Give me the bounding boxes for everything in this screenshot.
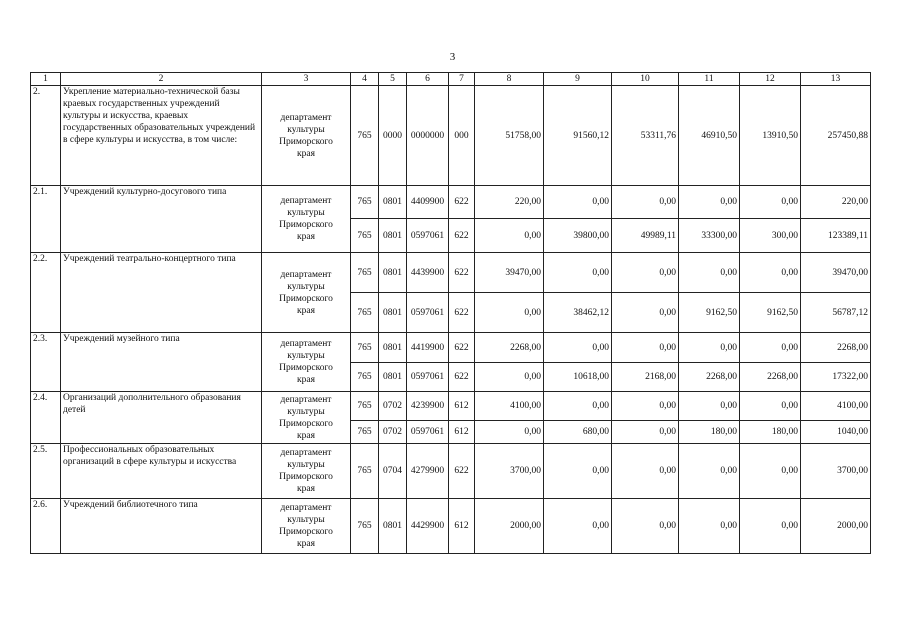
table-row	[31, 333, 871, 363]
header-cell: 8	[475, 73, 544, 86]
code-cell: 612	[449, 421, 475, 444]
header-row	[31, 73, 871, 86]
table-row	[31, 444, 871, 499]
amount-cell: 0,00	[679, 444, 740, 499]
section-name: Учреждений библиотечного типа	[61, 499, 262, 554]
amount-cell: 56787,12	[801, 293, 871, 333]
code-cell: 765	[351, 293, 379, 333]
code-cell: 0000	[379, 86, 407, 186]
amount-cell: 10618,00	[544, 363, 612, 392]
department-line: края	[297, 305, 315, 316]
code-cell: 622	[449, 333, 475, 363]
code-cell: 612	[449, 392, 475, 421]
amount-cell: 4100,00	[475, 392, 544, 421]
department-line: департамент	[280, 339, 332, 349]
header-cell: 7	[449, 73, 475, 86]
page-number: 3	[449, 51, 456, 63]
amount-cell: 0,00	[612, 421, 679, 444]
department-line: края	[297, 375, 315, 385]
code-cell: 765	[351, 333, 379, 363]
table-row	[31, 186, 871, 219]
department-line: департамент	[280, 196, 332, 206]
table-row	[31, 392, 871, 421]
code-cell: 622	[449, 253, 475, 293]
department-line: культуры	[287, 406, 325, 417]
code-cell: 0801	[379, 363, 407, 392]
department-line: департамент	[280, 112, 332, 123]
code-cell: 4429900	[407, 499, 449, 554]
amount-cell: 0,00	[544, 333, 612, 363]
amount-cell: 2268,00	[475, 333, 544, 363]
section-number: 2.6.	[31, 499, 61, 554]
code-cell: 000	[449, 86, 475, 186]
amount-cell: 0,00	[612, 293, 679, 333]
section-number: 2.4.	[31, 392, 61, 444]
code-cell: 612	[449, 499, 475, 554]
department-line: департамент	[280, 394, 332, 405]
amount-cell: 2000,00	[801, 499, 871, 554]
amount-cell: 0,00	[740, 444, 801, 499]
code-cell: 0801	[379, 333, 407, 363]
code-cell: 765	[351, 392, 379, 421]
amount-cell: 0,00	[475, 219, 544, 253]
department-line: Приморского	[279, 220, 333, 230]
amount-cell: 49989,11	[612, 219, 679, 253]
amount-cell: 0,00	[544, 392, 612, 421]
table-row	[31, 499, 871, 554]
section-name: Учреждений театрально-концертного типа	[61, 253, 262, 333]
amount-cell: 0,00	[612, 499, 679, 554]
amount-cell: 3700,00	[801, 444, 871, 499]
section-name: Профессиональных образовательных организаций в сфере культуры и искусства	[61, 444, 262, 499]
amount-cell: 0,00	[740, 392, 801, 421]
code-cell: 0597061	[407, 421, 449, 444]
amount-cell: 0,00	[612, 186, 679, 219]
code-cell: 0597061	[407, 293, 449, 333]
section-name: Учреждений культурно-досугового типа	[61, 186, 262, 253]
department-line: культуры	[287, 208, 325, 218]
code-cell: 4439900	[407, 253, 449, 293]
code-cell: 0597061	[407, 219, 449, 253]
amount-cell: 4100,00	[801, 392, 871, 421]
code-cell: 0702	[379, 392, 407, 421]
code-cell: 0704	[379, 444, 407, 499]
department-cell	[262, 392, 351, 444]
code-cell: 4279900	[407, 444, 449, 499]
department-cell	[262, 253, 351, 333]
code-cell: 765	[351, 253, 379, 293]
department-line: Приморского	[279, 293, 333, 304]
amount-cell: 680,00	[544, 421, 612, 444]
header-cell: 13	[801, 73, 871, 86]
amount-cell: 13910,50	[740, 86, 801, 186]
amount-cell: 2000,00	[475, 499, 544, 554]
department-cell	[262, 86, 351, 186]
section-number: 2.	[31, 86, 61, 186]
department-cell	[262, 499, 351, 554]
table-row	[31, 253, 871, 293]
code-cell: 0801	[379, 253, 407, 293]
code-cell: 765	[351, 86, 379, 186]
section-number: 2.3.	[31, 333, 61, 392]
code-cell: 0000000	[407, 86, 449, 186]
department-cell	[262, 444, 351, 499]
section-number: 2.2.	[31, 253, 61, 333]
code-cell: 0702	[379, 421, 407, 444]
header-cell: 5	[379, 73, 407, 86]
amount-cell: 17322,00	[801, 363, 871, 392]
amount-cell: 2268,00	[679, 363, 740, 392]
department-line: культуры	[287, 460, 325, 470]
amount-cell: 0,00	[679, 499, 740, 554]
code-cell: 622	[449, 186, 475, 219]
department-line: края	[297, 148, 315, 159]
amount-cell: 0,00	[740, 499, 801, 554]
section-name: Укрепление материально-технической базы краевых государственных учреждений культуры и искусства, краевых государственных образовательных учреждений в сфере культуры и искусства, в том числе:	[61, 86, 262, 186]
amount-cell: 9162,50	[740, 293, 801, 333]
code-cell: 765	[351, 363, 379, 392]
budget-table	[30, 72, 871, 554]
amount-cell: 1040,00	[801, 421, 871, 444]
header-cell: 1	[31, 73, 61, 86]
amount-cell: 0,00	[544, 186, 612, 219]
code-cell: 0801	[379, 186, 407, 219]
code-cell: 765	[351, 499, 379, 554]
amount-cell: 0,00	[544, 499, 612, 554]
amount-cell: 2168,00	[612, 363, 679, 392]
amount-cell: 0,00	[612, 444, 679, 499]
code-cell: 0801	[379, 499, 407, 554]
header-cell: 4	[351, 73, 379, 86]
header-cell: 3	[262, 73, 351, 86]
department-cell	[262, 333, 351, 392]
amount-cell: 0,00	[740, 253, 801, 293]
code-cell: 765	[351, 219, 379, 253]
header-cell: 9	[544, 73, 612, 86]
header-cell: 11	[679, 73, 740, 86]
amount-cell: 220,00	[475, 186, 544, 219]
header-cell: 6	[407, 73, 449, 86]
amount-cell: 300,00	[740, 219, 801, 253]
code-cell: 622	[449, 363, 475, 392]
code-cell: 765	[351, 444, 379, 499]
department-line: культуры	[287, 281, 325, 292]
header-cell: 12	[740, 73, 801, 86]
code-cell: 765	[351, 421, 379, 444]
department-line: Приморского	[279, 363, 333, 373]
amount-cell: 91560,12	[544, 86, 612, 186]
department-line: департамент	[280, 503, 332, 513]
department-line: края	[297, 232, 315, 242]
table-body	[31, 73, 871, 554]
header-cell: 2	[61, 73, 262, 86]
amount-cell: 0,00	[612, 392, 679, 421]
code-cell: 4239900	[407, 392, 449, 421]
amount-cell: 33300,00	[679, 219, 740, 253]
section-number: 2.5.	[31, 444, 61, 499]
code-cell: 0597061	[407, 363, 449, 392]
amount-cell: 0,00	[612, 333, 679, 363]
department-line: департамент	[280, 448, 332, 458]
amount-cell: 0,00	[679, 253, 740, 293]
amount-cell: 46910,50	[679, 86, 740, 186]
code-cell: 0801	[379, 219, 407, 253]
department-line: Приморского	[279, 472, 333, 482]
amount-cell: 51758,00	[475, 86, 544, 186]
table-row	[31, 86, 871, 186]
amount-cell: 0,00	[740, 186, 801, 219]
amount-cell: 0,00	[475, 293, 544, 333]
section-number: 2.1.	[31, 186, 61, 253]
amount-cell: 53311,76	[612, 86, 679, 186]
amount-cell: 0,00	[612, 253, 679, 293]
amount-cell: 0,00	[679, 186, 740, 219]
code-cell: 0801	[379, 293, 407, 333]
department-line: края	[297, 484, 315, 494]
code-cell: 622	[449, 444, 475, 499]
amount-cell: 0,00	[740, 333, 801, 363]
amount-cell: 180,00	[679, 421, 740, 444]
department-line: Приморского	[279, 527, 333, 537]
amount-cell: 123389,11	[801, 219, 871, 253]
amount-cell: 39470,00	[475, 253, 544, 293]
amount-cell: 3700,00	[475, 444, 544, 499]
amount-cell: 0,00	[544, 253, 612, 293]
department-line: культуры	[287, 515, 325, 525]
amount-cell: 39470,00	[801, 253, 871, 293]
amount-cell: 0,00	[544, 444, 612, 499]
code-cell: 622	[449, 219, 475, 253]
amount-cell: 0,00	[679, 392, 740, 421]
amount-cell: 0,00	[475, 421, 544, 444]
department-line: Приморского	[279, 136, 333, 147]
department-line: культуры	[287, 124, 325, 135]
department-line: департамент	[280, 269, 332, 280]
amount-cell: 180,00	[740, 421, 801, 444]
section-name: Учреждений музейного типа	[61, 333, 262, 392]
amount-cell: 220,00	[801, 186, 871, 219]
department-line: края	[297, 430, 315, 441]
amount-cell: 0,00	[679, 333, 740, 363]
amount-cell: 9162,50	[679, 293, 740, 333]
code-cell: 622	[449, 293, 475, 333]
section-name: Организаций дополнительного образования детей	[61, 392, 262, 444]
amount-cell: 38462,12	[544, 293, 612, 333]
code-cell: 765	[351, 186, 379, 219]
amount-cell: 2268,00	[801, 333, 871, 363]
department-line: Приморского	[279, 418, 333, 429]
amount-cell: 257450,88	[801, 86, 871, 186]
department-cell	[262, 186, 351, 253]
amount-cell: 2268,00	[740, 363, 801, 392]
header-cell: 10	[612, 73, 679, 86]
amount-cell: 0,00	[475, 363, 544, 392]
department-line: культуры	[287, 351, 325, 361]
department-line: края	[297, 539, 315, 549]
code-cell: 4419900	[407, 333, 449, 363]
amount-cell: 39800,00	[544, 219, 612, 253]
code-cell: 4409900	[407, 186, 449, 219]
